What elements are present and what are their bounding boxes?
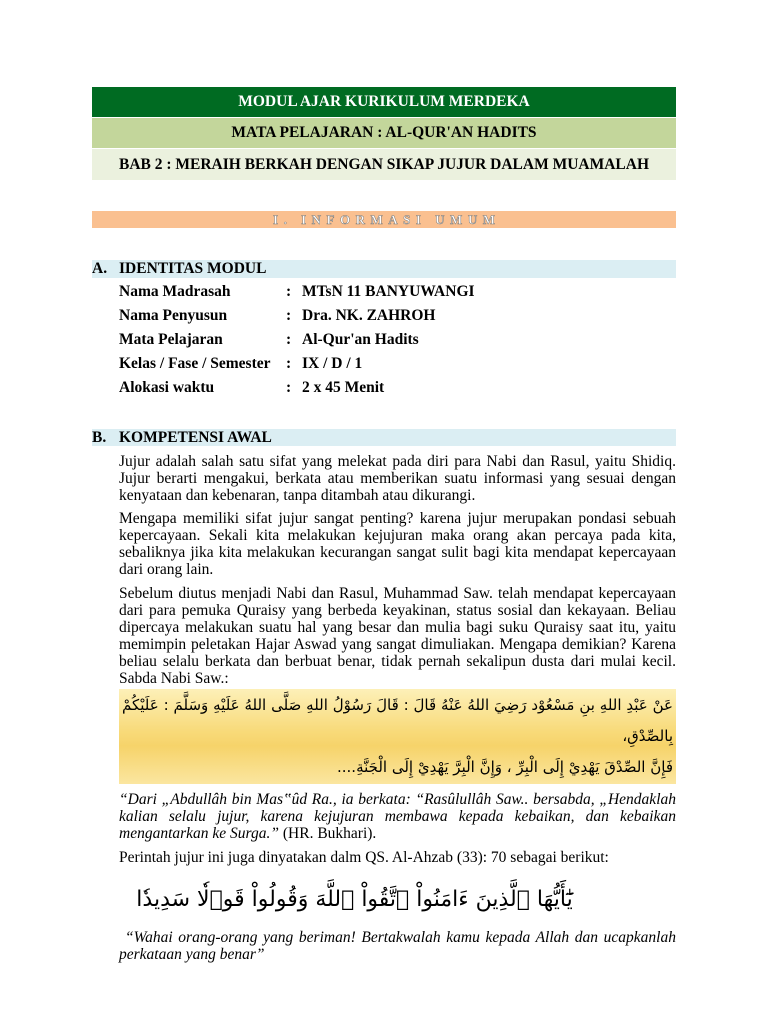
identity-separator: :	[286, 331, 292, 348]
subject-title: MATA PELAJARAN : AL-QUR'AN HADITS	[92, 118, 676, 148]
module-header-table	[92, 87, 676, 180]
chapter-title: BAB 2 : MERAIH BERKAH DENGAN SIKAP JUJUR DALAM MUAMALAH	[92, 149, 676, 180]
subsection-heading-identitas-modul	[92, 260, 676, 278]
identity-row-penyusun	[92, 304, 676, 328]
kompetensi-content	[92, 453, 676, 963]
subsection-title: IDENTITAS MODUL	[119, 260, 267, 277]
subsection-heading-kompetensi-awal	[92, 429, 676, 446]
identity-label: Kelas / Fase / Semester	[119, 355, 271, 372]
identity-value: Dra. NK. ZAHROH	[302, 307, 436, 324]
section-heading-informasi-umum: I. INFORMASI UMUM	[92, 211, 676, 228]
identity-label: Nama Penyusun	[119, 307, 228, 324]
identity-row-madrasah	[92, 280, 676, 304]
verse-intro: Perintah jujur ini juga dinyatakan dalm QS. Al-Ahzab (33): 70 sebagai berikut:	[119, 848, 609, 866]
identity-value: 2 x 45 Menit	[302, 379, 385, 396]
identity-separator: :	[286, 355, 292, 372]
identity-value: MTsN 11 BANYUWANGI	[302, 283, 475, 300]
subsection-letter: B.	[92, 429, 107, 446]
document-page	[92, 87, 676, 963]
identity-separator: :	[286, 379, 292, 396]
quran-verse-arabic: يَٰٓأَيُّهَا ٱلَّذِينَ ءَامَنُواْ ٱتَّقُواْ ٱللَّهَ وَقُولُواْ قَوۡلٗا سَدِيدٗا	[136, 886, 573, 912]
paragraph-jujur-definition: Jujur adalah salah satu sifat yang melekat pada diri para Nabi dan Rasul, yaitu Shidiq. Jujur berarti mengakui, berkata atau memberikan suatu informasi yang sesuai dengan kenyataan dan kebenaran, tanpa ditambah atau dikurangi.	[119, 452, 676, 504]
identity-value: Al-Qur'an Hadits	[302, 331, 419, 348]
verse-translation: “Wahai orang-orang yang beriman! Bertakwalah kamu kepada Allah dan ucapkanlah perkataan yang benar”	[119, 928, 676, 963]
identity-row-mata-pelajaran	[92, 328, 676, 352]
hadith-arabic-box	[119, 689, 676, 784]
identity-row-kelas	[92, 352, 676, 376]
identity-label: Mata Pelajaran	[119, 331, 223, 348]
identity-label: Nama Madrasah	[119, 283, 231, 300]
paragraph-jujur-importance: Mengapa memiliki sifat jujur sangat penting? karena jujur merupakan pondasi sebuah kepercayaan. Sekali kita melakukan kejujuran maka orang akan percaya pada kita, sebaliknya jika kita melakukan kecurangan sangat sulit bagi kita mendapat kepercayaan dari orang lain.	[119, 510, 676, 578]
identity-separator: :	[286, 283, 292, 300]
hadith-translation-paragraph	[119, 791, 676, 842]
hadith-translation: “Dari „Abdullâh bin Mas‟ûd Ra., ia berkata: “Rasûlullâh Saw.. bersabda, „Hendaklah kalian selalu jujur, karena kejujuran membawa kepada kebaikan, dan kebaikan mengantarkan ke Surga.”	[119, 790, 676, 842]
identity-row-alokasi-waktu	[92, 376, 676, 400]
subsection-title: KOMPETENSI AWAL	[119, 429, 272, 446]
paragraph-nabi-story: Sebelum diutus menjadi Nabi dan Rasul, Muhammad Saw. telah mendapat kepercayaan dari para pemuka Quraisy yang berbeda keyakinan, status sosial dan kekayaan. Beliau dipercaya melakukan suatu hal yang besar dan mulia bagi suku Quraisy saat itu, yaitu memimpin peletakan Hajar Aswad yang sangat dimuliakan. Mengapa demikian? Karena beliau selalu berkata dan berbuat benar, tidak pernah sekalipun dusta dari mulai kecil. Sabda Nabi Saw.:	[119, 584, 676, 687]
identity-label: Alokasi waktu	[119, 379, 215, 396]
hadith-arabic-line: فَإِنَّ الصِّدْقَ يَهْدِيْ إِلَى الْبِرِّ ، وَإِنَّ الْبِرَّ يَهْدِيْ إِلَى الْجَنَّةِ....	[337, 757, 673, 776]
identity-separator: :	[286, 307, 292, 324]
hadith-source: (HR. Bukhari).	[282, 824, 377, 842]
hadith-arabic-line: عَنْ عَبْدِ اللهِ بنِ مَسْعُوْد رَضِيَ اللهُ عَنْهُ قَالَ : قَالَ رَسُوْلُ اللهِ صَلَّى اللهُ عَلَيْهِ وَسَلَّمَ : عَلَيْكُمْ بِالصِّدْقِ،	[122, 695, 673, 745]
module-title: MODUL AJAR KURIKULUM MERDEKA	[92, 87, 676, 117]
identity-value: IX / D / 1	[302, 355, 363, 372]
identity-table	[92, 280, 676, 400]
subsection-letter: A.	[92, 260, 108, 277]
